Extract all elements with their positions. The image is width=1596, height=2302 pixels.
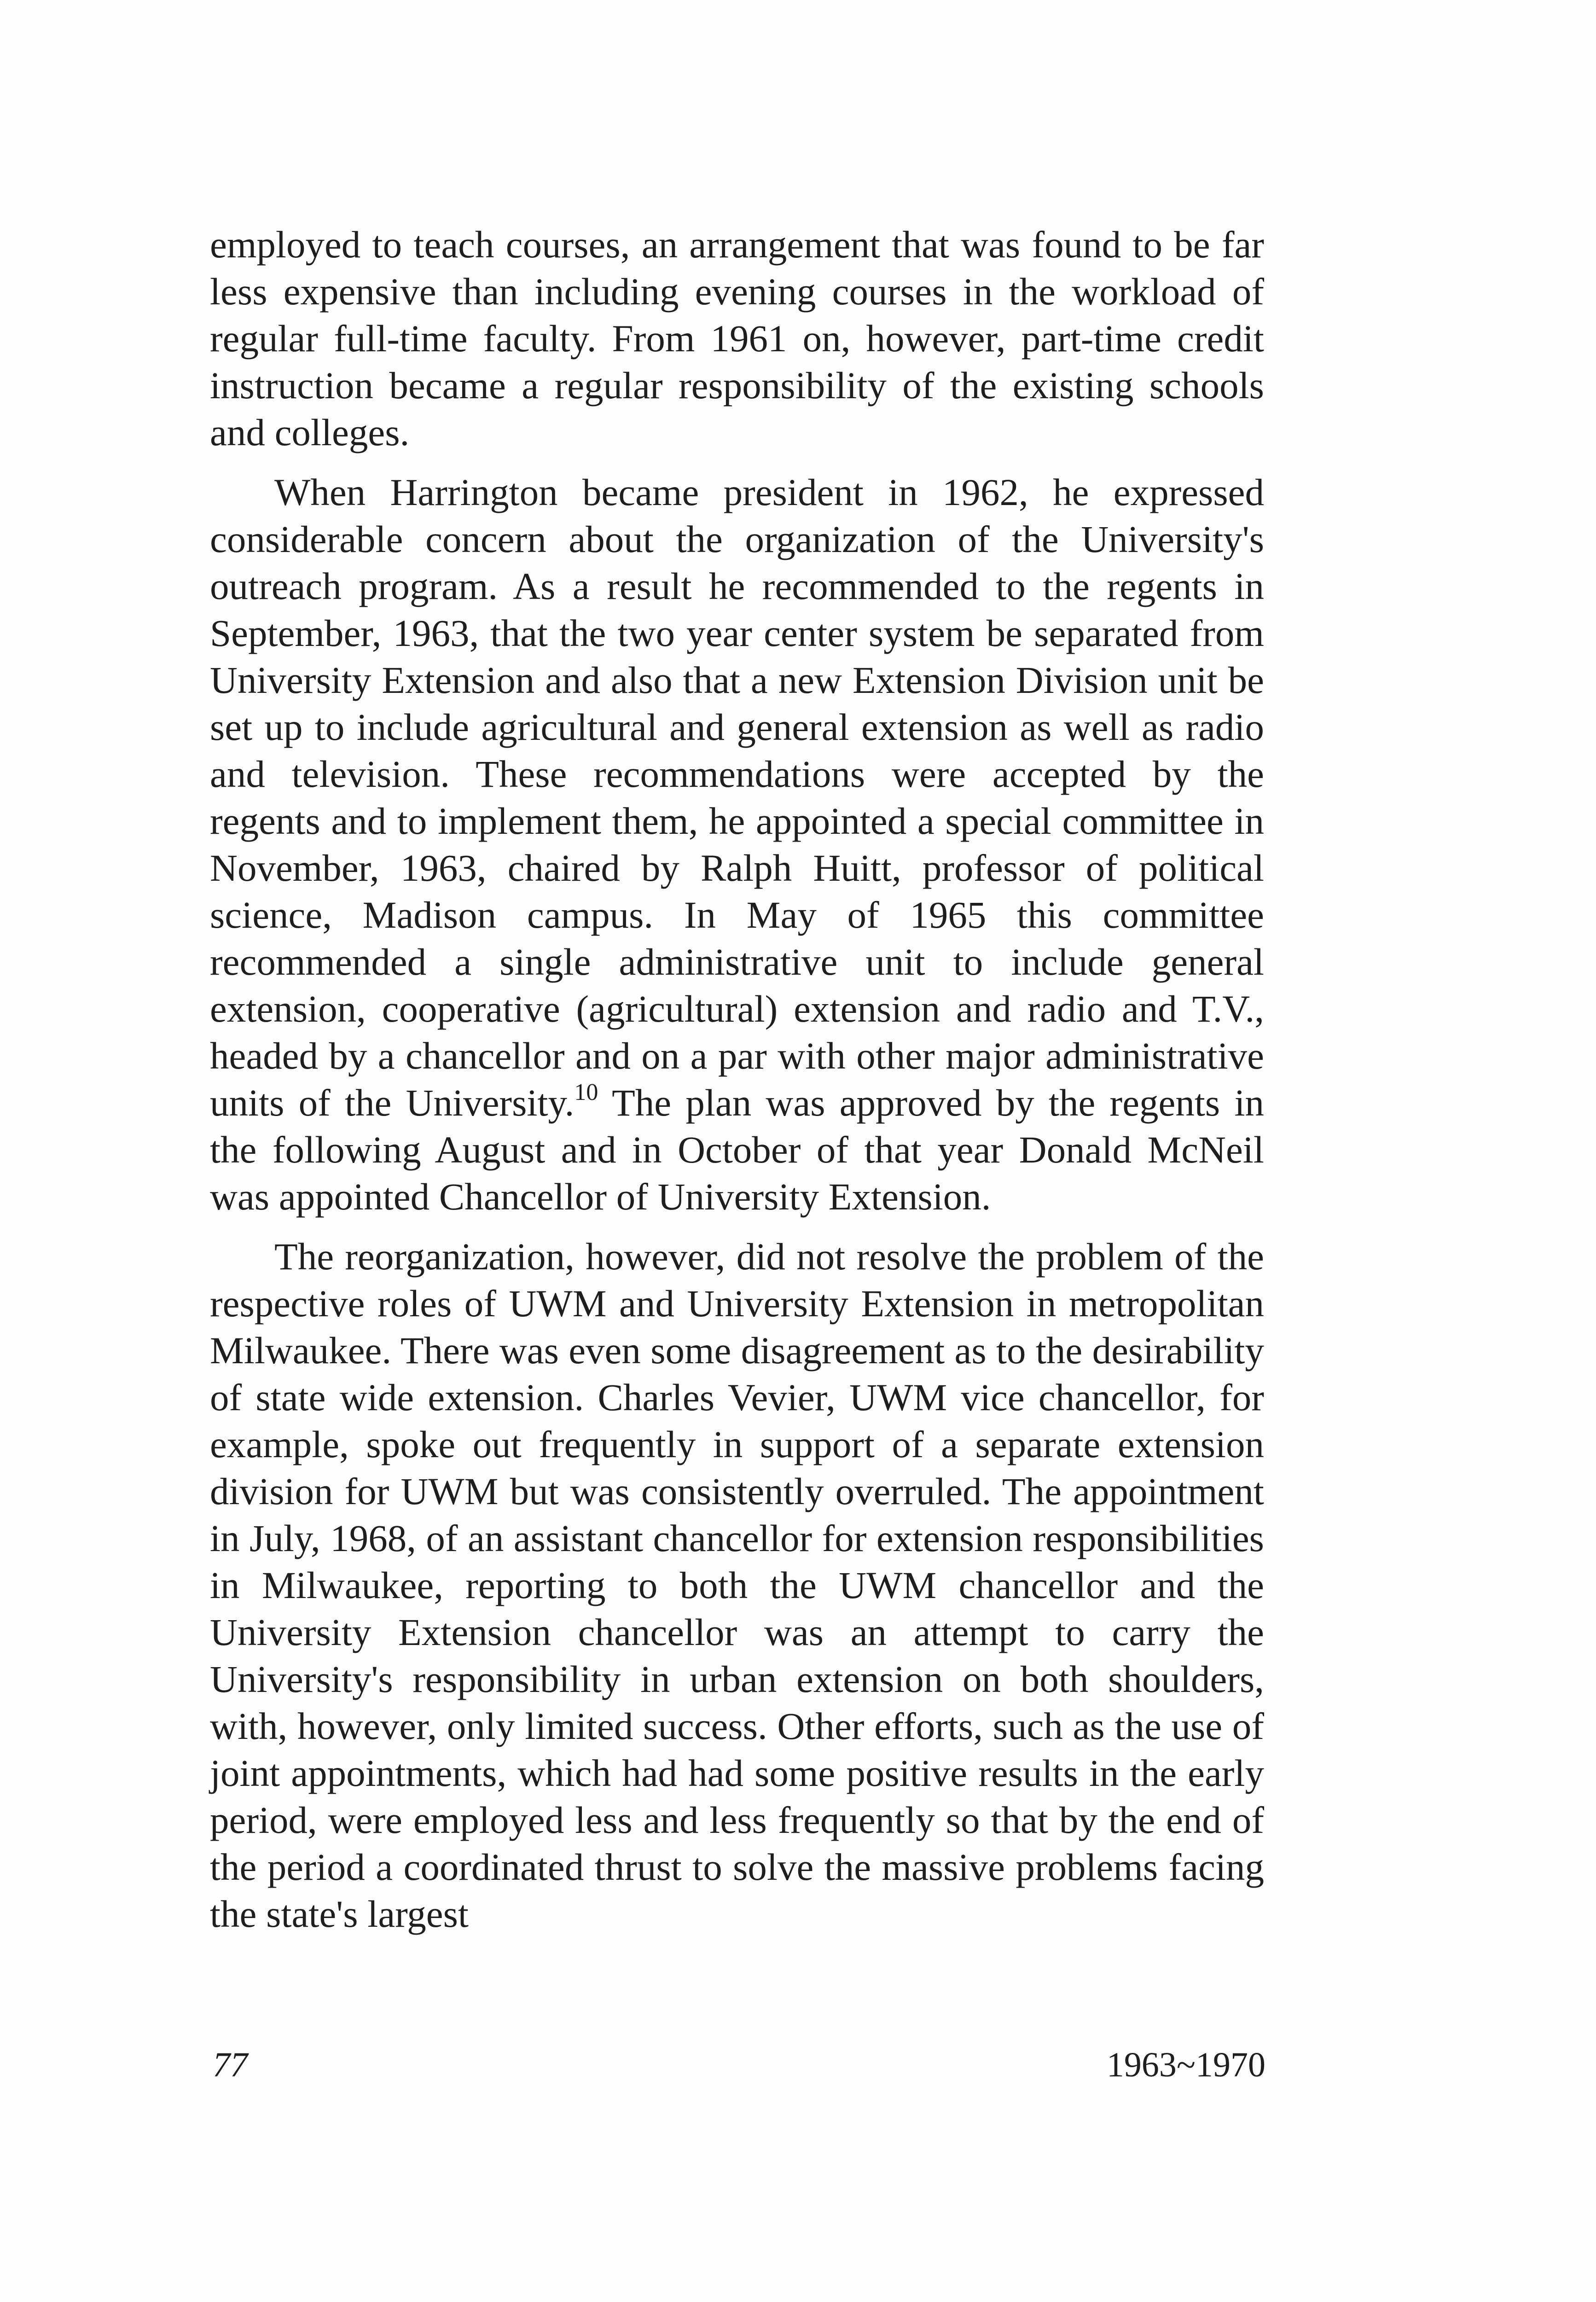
page-number: 77: [213, 2046, 248, 2084]
paragraph-uwm-extension-roles: The reorganization, however, did not resolve the problem of the respective roles of UWM and University Extension in metropolitan Milwaukee. There was even some disagreement as to the desirability of state wide extension. Charles Vevier, UWM vice chancellor, for example, spoke out frequently in support of a separate extension division for UWM but was consistently overruled. The appointment in July, 1968, of an assistant chancellor for extension responsibilities in Milwaukee, reporting to both the UWM chancellor and the University Extension chancellor was an attempt to carry the University's responsibility in urban extension on both shoulders, with, however, only limited success. Other efforts, such as the use of joint appointments, which had had some positive results in the early period, were employed less and less frequently so that by the end of the period a coordinated thrust to solve the massive problems facing the state's largest: [210, 1235, 1264, 1935]
paragraph-text: When Harrington became president in 1962, he expressed considerable concern about the organization of the University's outreach program. As a result he recommended to the regents in September, 1963, that the two year center system be separated from University Extension and also that a new Extension Division unit be set up to include agricultural and general extension as well as radio and television. These recommendations were accepted by the regents and to implement them, he appointed a special committee in November, 1963, chaired by Ralph Huitt, professor of political science, Madison campus. In May of 1965 this committee recommended a single administrative unit to include general extension, cooperative (agricultural) extension and radio and T.V., headed by a chancellor and on a par with other major administrative units of the University.: [210, 471, 1264, 1124]
paragraph-continuation: employed to teach courses, an arrangement that was found to be far less expensive than including evening courses in the workload of regular full-time faculty. From 1961 on, however, part-time credit instruction became a regular responsibility of the existing schools and colleges.: [210, 223, 1264, 453]
body-text: [210, 221, 1264, 1937]
running-footer-years: 1963~1970: [1106, 2046, 1265, 2084]
footnote-reference: 10: [574, 1079, 598, 1105]
paragraph-harrington-reorganization: [210, 469, 1264, 1220]
paragraph-text: The plan was approved by the regents in the following August and in October of that year Donald McNeil was appointed Chancellor of University Extension.: [210, 1081, 1265, 1218]
